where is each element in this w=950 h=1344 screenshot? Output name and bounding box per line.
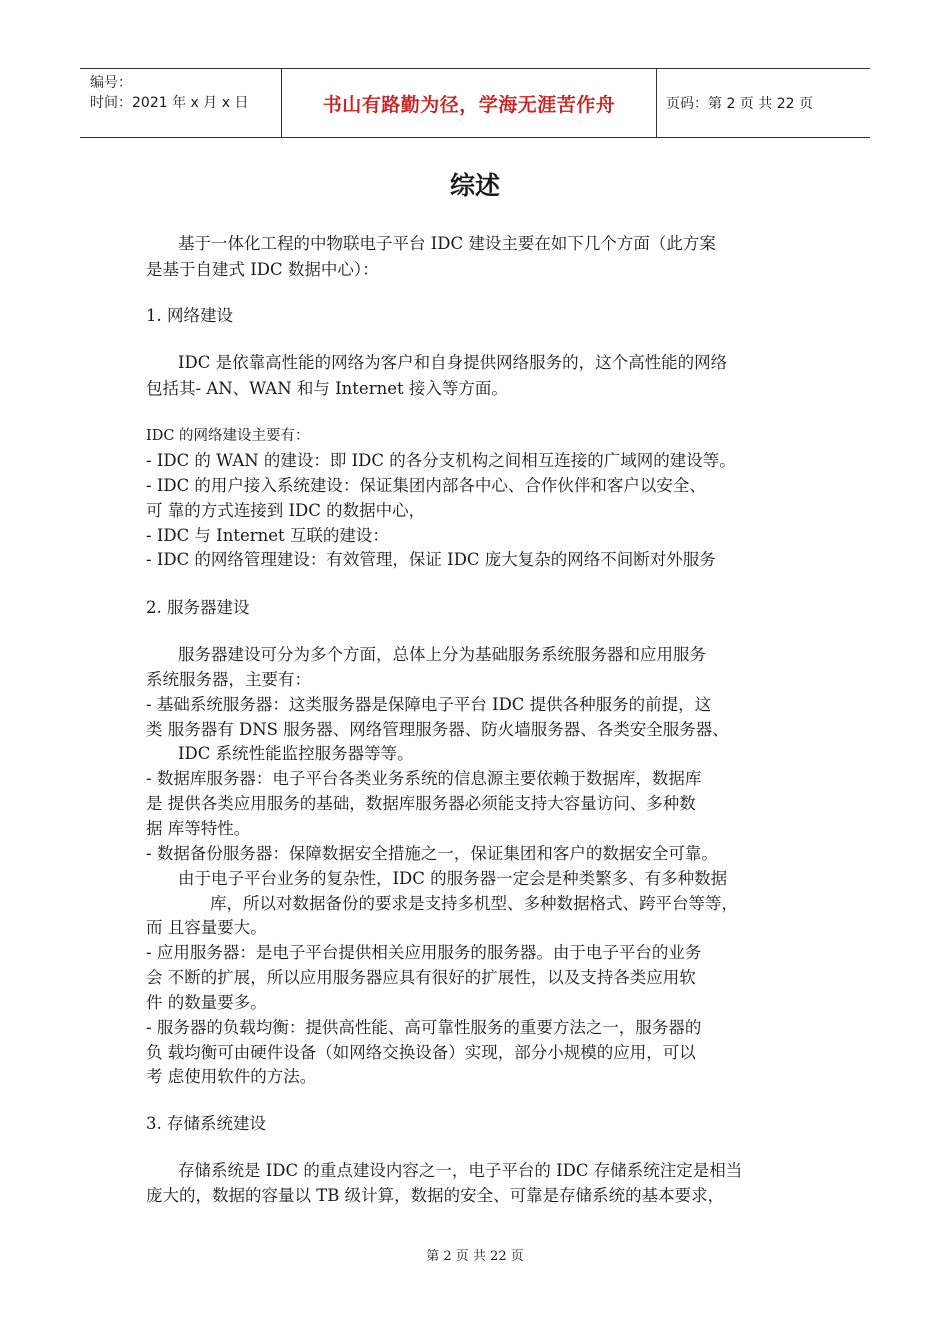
number-label: 编号： bbox=[90, 75, 132, 91]
page-footer: 第 2 页 共 22 页 bbox=[426, 1249, 524, 1264]
text-line: 可 靠的方式连接到 IDC 的数据中心， bbox=[146, 501, 426, 520]
section-heading: 1. 网络建设 bbox=[146, 306, 233, 325]
section-heading: 3. 存储系统建设 bbox=[146, 1114, 266, 1133]
text-line: IDC 的网络建设主要有： bbox=[146, 428, 310, 444]
text-line: 由于电子平台业务的复杂性，IDC 的服务器一定会是种类繁多、有多种数据 bbox=[178, 869, 728, 888]
page-label: 页码：第 2 页 共 22 页 bbox=[666, 96, 813, 112]
text-line: 存储系统是 IDC 的重点建设内容之一，电子平台的 IDC 存储系统注定是相当 bbox=[178, 1161, 743, 1180]
text-line: - IDC 的网络管理建设：有效管理，保证 IDC 庞大复杂的网络不间断对外服务 bbox=[146, 550, 716, 569]
text-line: 服务器建设可分为多个方面，总体上分为基础服务系统服务器和应用服务 bbox=[178, 645, 706, 664]
text-line: 负 载均衡可由硬件设备（如网络交换设备）实现，部分小规模的应用，可以 bbox=[146, 1043, 696, 1062]
text-line: 考 虑使用软件的方法。 bbox=[146, 1067, 317, 1086]
text-line: - 服务器的负载均衡：提供高性能、高可靠性服务的重要方法之一，服务器的 bbox=[146, 1018, 702, 1037]
text-line: - 基础系统服务器：这类服务器是保障电子平台 IDC 提供各种服务的前提，这 bbox=[146, 695, 712, 714]
text-line: 庞大的，数据的容量以 TB 级计算，数据的安全、可靠是存储系统的基本要求， bbox=[146, 1186, 725, 1205]
text-line: 基于一体化工程的中物联电子平台 IDC 建设主要在如下几个方面（此方案 bbox=[178, 234, 716, 253]
text-line: IDC 是依靠高性能的网络为客户和自身提供网络服务的，这个高性能的网络 bbox=[178, 353, 728, 372]
text-line: - 应用服务器：是电子平台提供相关应用服务的服务器。由于电子平台的业务 bbox=[146, 943, 702, 962]
text-line: - IDC 与 Internet 互联的建设： bbox=[146, 526, 389, 545]
header-meta-cell bbox=[80, 69, 282, 137]
text-line: 会 不断的扩展，所以应用服务器应具有很好的扩展性，以及支持各类应用软 bbox=[146, 968, 696, 987]
section-heading: 2. 服务器建设 bbox=[146, 598, 250, 617]
text-line: 是 提供各类应用服务的基础，数据库服务器必须能支持大容量访问、多种数 bbox=[146, 794, 696, 813]
time-label: 时间：2021 年 x 月 x 日 bbox=[90, 95, 249, 111]
text-line: - IDC 的用户接入系统建设：保证集团内部各中心、合作伙伴和客户以安全、 bbox=[146, 476, 706, 495]
motto: 书山有路勤为径，学海无涯苦作舟 bbox=[282, 69, 657, 137]
text-line: - IDC 的 WAN 的建设：即 IDC 的各分支机构之间相互连接的广域网的建设等。 bbox=[146, 451, 736, 470]
text-line: 而 且容量要大。 bbox=[146, 918, 267, 937]
text-line: - 数据备份服务器：保障数据安全措施之一，保证集团和客户的数据安全可靠。 bbox=[146, 844, 718, 863]
text-line: 类 服务器有 DNS 服务器、网络管理服务器、防火墙服务器、各类安全服务器、 bbox=[146, 720, 729, 739]
text-line: 包括其- AN、WAN 和与 Internet 接入等方面。 bbox=[146, 379, 508, 398]
text-line: 据 库等特性。 bbox=[146, 819, 251, 838]
text-line: IDC 系统性能监控服务器等等。 bbox=[178, 744, 414, 763]
text-line: - 数据库服务器：电子平台各类业务系统的信息源主要依赖于数据库，数据库 bbox=[146, 769, 702, 788]
text-line: 是基于自建式 IDC 数据中心）： bbox=[146, 260, 379, 279]
header-table bbox=[80, 68, 870, 138]
text-line: 件 的数量要多。 bbox=[146, 993, 267, 1012]
page-title: 综述 bbox=[449, 171, 500, 200]
text-line: 库，所以对数据备份的要求是支持多机型、多种数据格式、跨平台等等， bbox=[210, 894, 738, 913]
text-line: 系统服务器，主要有： bbox=[146, 670, 311, 689]
